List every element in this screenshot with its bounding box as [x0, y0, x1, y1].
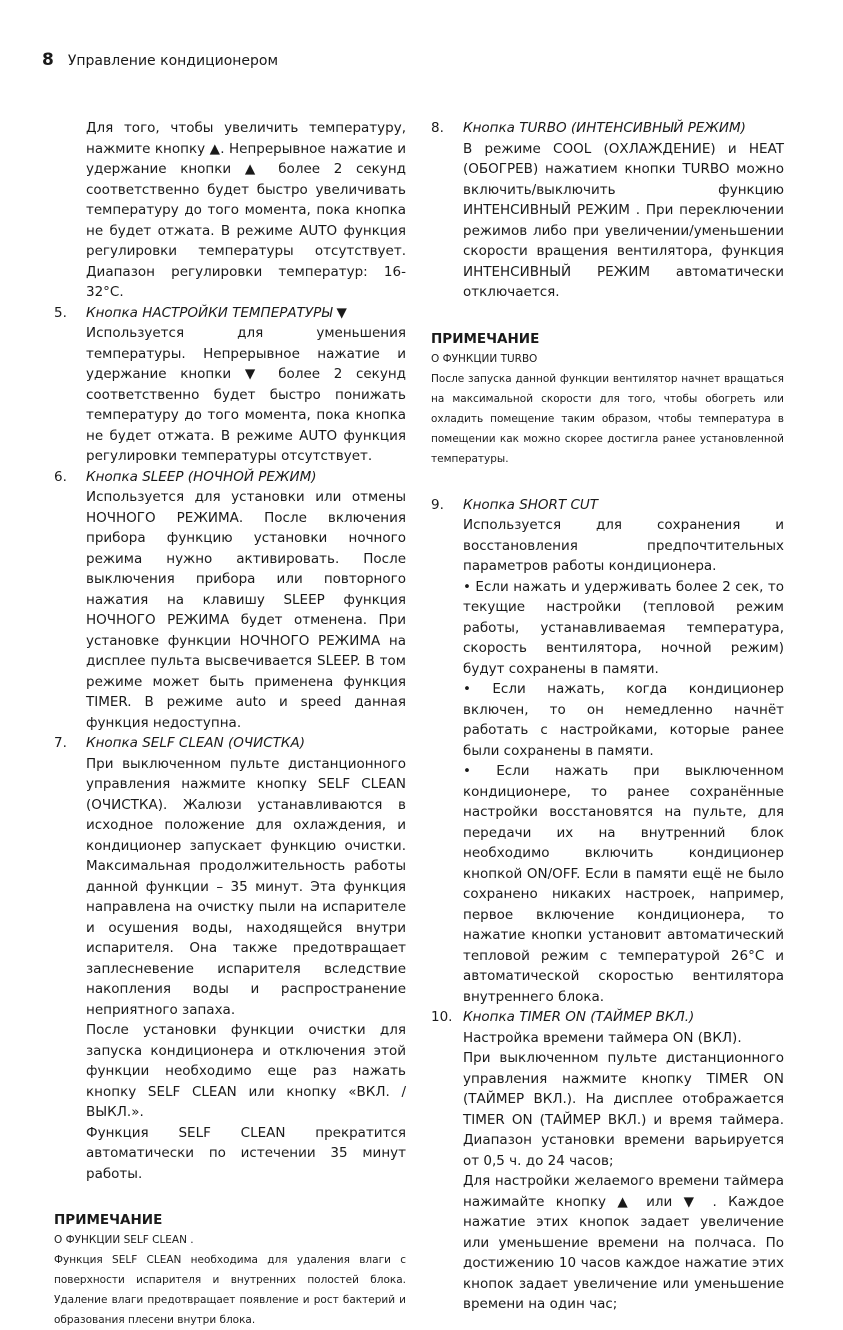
- note-self-clean: [54, 1210, 406, 1330]
- note-body: После запуска данной функции вентилятор начнет вращаться на максимальной скорости для того, чтобы обогреть или охладить помещение таким образом, чтобы температура в помещении как можно скорее достигла ранее установленной температуры.: [431, 372, 784, 465]
- paragraph: Используется для сохранения и восстановления предпочтительных параметров работы кондиционера.: [463, 517, 784, 574]
- note-subheading: О ФУНКЦИИ SELF CLEAN .: [54, 1234, 194, 1246]
- paragraph: Настройка времени таймера ON (ВКЛ).: [463, 1029, 742, 1046]
- note-turbo: [431, 329, 784, 469]
- note-subheading: О ФУНКЦИИ TURBO: [431, 352, 538, 365]
- item-title: Кнопка TURBO (ИНТЕНСИВНЫЙ РЕЖИМ): [463, 120, 746, 136]
- paragraph: При выключенном пульте дистанционного управления нажмите кнопку SELF CLEAN (ОЧИСТКА). Жалюзи устанавливаются в исходное положение для охлаждения, и кондиционер запускает функцию очистки. Максимальная продолжительность работы данной функции – 35 минут. Эта функция направлена на очистку пыли на испарителе и осушения воды, находящейся внутри испарителя. Она также предотвращает заплесневение испарителя вследствие накопления воды и распространение неприятного запаха.: [86, 755, 406, 1018]
- paragraph: Функция SELF CLEAN прекратится автоматически по истечении 35 минут работы.: [86, 1124, 406, 1182]
- item-title: Кнопка SLEEP (НОЧНОЙ РЕЖИМ): [86, 468, 317, 485]
- paragraph: Для настройки желаемого времени таймера нажимайте кнопку ▲ или ▼ . Каждое нажатие этих кнопок задает увеличение или уменьшение времени на полчаса. По достижению 10 часов каждое нажатие этих кнопок задает увеличение или уменьшение времени на один час;: [463, 1173, 784, 1312]
- list-item-10: [431, 1007, 784, 1315]
- note-body: Функция SELF CLEAN необходима для удаления влаги с поверхности испарителя и внутренних полостей блока. Удаление влаги предотвращает появление и рост бактерий и образования плесени внутри блока.: [54, 1254, 406, 1326]
- paragraph: Используется для уменьшения температуры. Непрерывное нажатие и удержание кнопки ▼ более 2 секунд соответственно будет быстро понижать температуру до того момента, пока кнопка не будет отжата. В режиме AUTO функция регулировки температуры отсутствует.: [86, 325, 406, 464]
- paragraph: • Если нажать и удерживать более 2 сек, то текущие настройки (тепловой режим работы, устанавливаемая температура, скорость вентилятора, ночной режим) будут сохранены в памяти.: [463, 578, 784, 677]
- list-item-5: [54, 303, 406, 467]
- item-number: 10.: [431, 1009, 453, 1025]
- note-heading: ПРИМЕЧАНИЕ: [54, 1212, 163, 1228]
- paragraph: • Если нажать при выключенном кондиционере, то ранее сохранённые настройки восстановятся на пульте, для передачи их на внутренний блок необходимо включить кондиционер кнопкой ON/OFF. Если в памяти ещё не было сохранено никаких настроек, например, первое включение кондиционера, то нажатие кнопки установит автоматический тепловой режим с температурой 26°C и автоматической скоростью вентилятора внутреннего блока.: [463, 763, 784, 1005]
- item-title: Кнопка TIMER ON (ТАЙМЕР ВКЛ.): [463, 1009, 695, 1025]
- right-column: [431, 118, 784, 1315]
- list-item-8: [431, 118, 784, 303]
- section-title: Управление кондиционером: [67, 53, 279, 69]
- paragraph: После установки функции очистки для запуска кондиционера и отключения этой функции необходимо еще раз нажать кнопку SELF CLEAN или кнопку «ВКЛ. / ВЫКЛ.».: [86, 1022, 406, 1120]
- item4-continuation: [54, 118, 406, 303]
- paragraph: В режиме COOL (ОХЛАЖДЕНИЕ) и HEAT (ОБОГРЕВ) нажатием кнопки TURBO можно включить/выключить функцию ИНТЕНСИВНЫЙ РЕЖИМ . При переключении режимов либо при увеличении/уменьшении скорости вращения вентилятора, функция ИНТЕНСИВНЫЙ РЕЖИМ автоматически отключается.: [463, 140, 784, 300]
- paragraph: Используется для установки или отмены НОЧНОГО РЕЖИМА. После включения прибора функцию установки ночного режима нужно активировать. После выключения прибора или повторного нажатия на клавишу SLEEP функция НОЧНОГО РЕЖИМА будет отменена. При установке функции НОЧНОГО РЕЖИМА на дисплее пульта высвечивается SLEEP. В том режиме может быть применена функция TIMER. В режиме auto и speed данная функция недоступна.: [86, 489, 406, 731]
- item-number: 7.: [54, 735, 67, 751]
- page-header: [42, 50, 278, 70]
- note-heading: ПРИМЕЧАНИЕ: [431, 330, 540, 347]
- page-number: 8: [42, 50, 54, 70]
- paragraph: • Если нажать, когда кондиционер включен, то он немедленно начнёт работать с настройками, которые ранее были сохранены в памяти.: [463, 681, 784, 759]
- left-column: [54, 118, 406, 1330]
- list-item-7: [54, 733, 406, 1184]
- item-number: 6.: [54, 468, 67, 485]
- paragraph: При выключенном пульте дистанционного управления нажмите кнопку TIMER ON (ТАЙМЕР ВКЛ.). На дисплее отображается TIMER ON (ТАЙМЕР ВКЛ.) и время таймера. Диапазон установки времени варьируется от 0,5 ч. до 24 часов;: [463, 1050, 784, 1169]
- item-title: Кнопка SELF CLEAN (ОЧИСТКА): [86, 735, 305, 751]
- list-item-6: [54, 467, 406, 734]
- list-item-9: [431, 495, 784, 1008]
- item-number: 5.: [54, 304, 67, 321]
- item-title: Кнопка НАСТРОЙКИ ТЕМПЕРАТУРЫ ▼: [86, 304, 347, 321]
- item-number: 8.: [431, 120, 444, 136]
- item-number: 9.: [431, 496, 444, 513]
- paragraph: Для того, чтобы увеличить температуру, нажмите кнопку ▲. Непрерывное нажатие и удержание кнопки ▲ более 2 секунд соответственно будет быстро увеличивать температуру до того момента, пока кнопка не будет отжата. В режиме AUTO функция регулировки температуры отсутствует. Диапазон регулировки температур: 16-32°C.: [86, 120, 406, 300]
- item-title: Кнопка SHORT CUT: [463, 496, 599, 513]
